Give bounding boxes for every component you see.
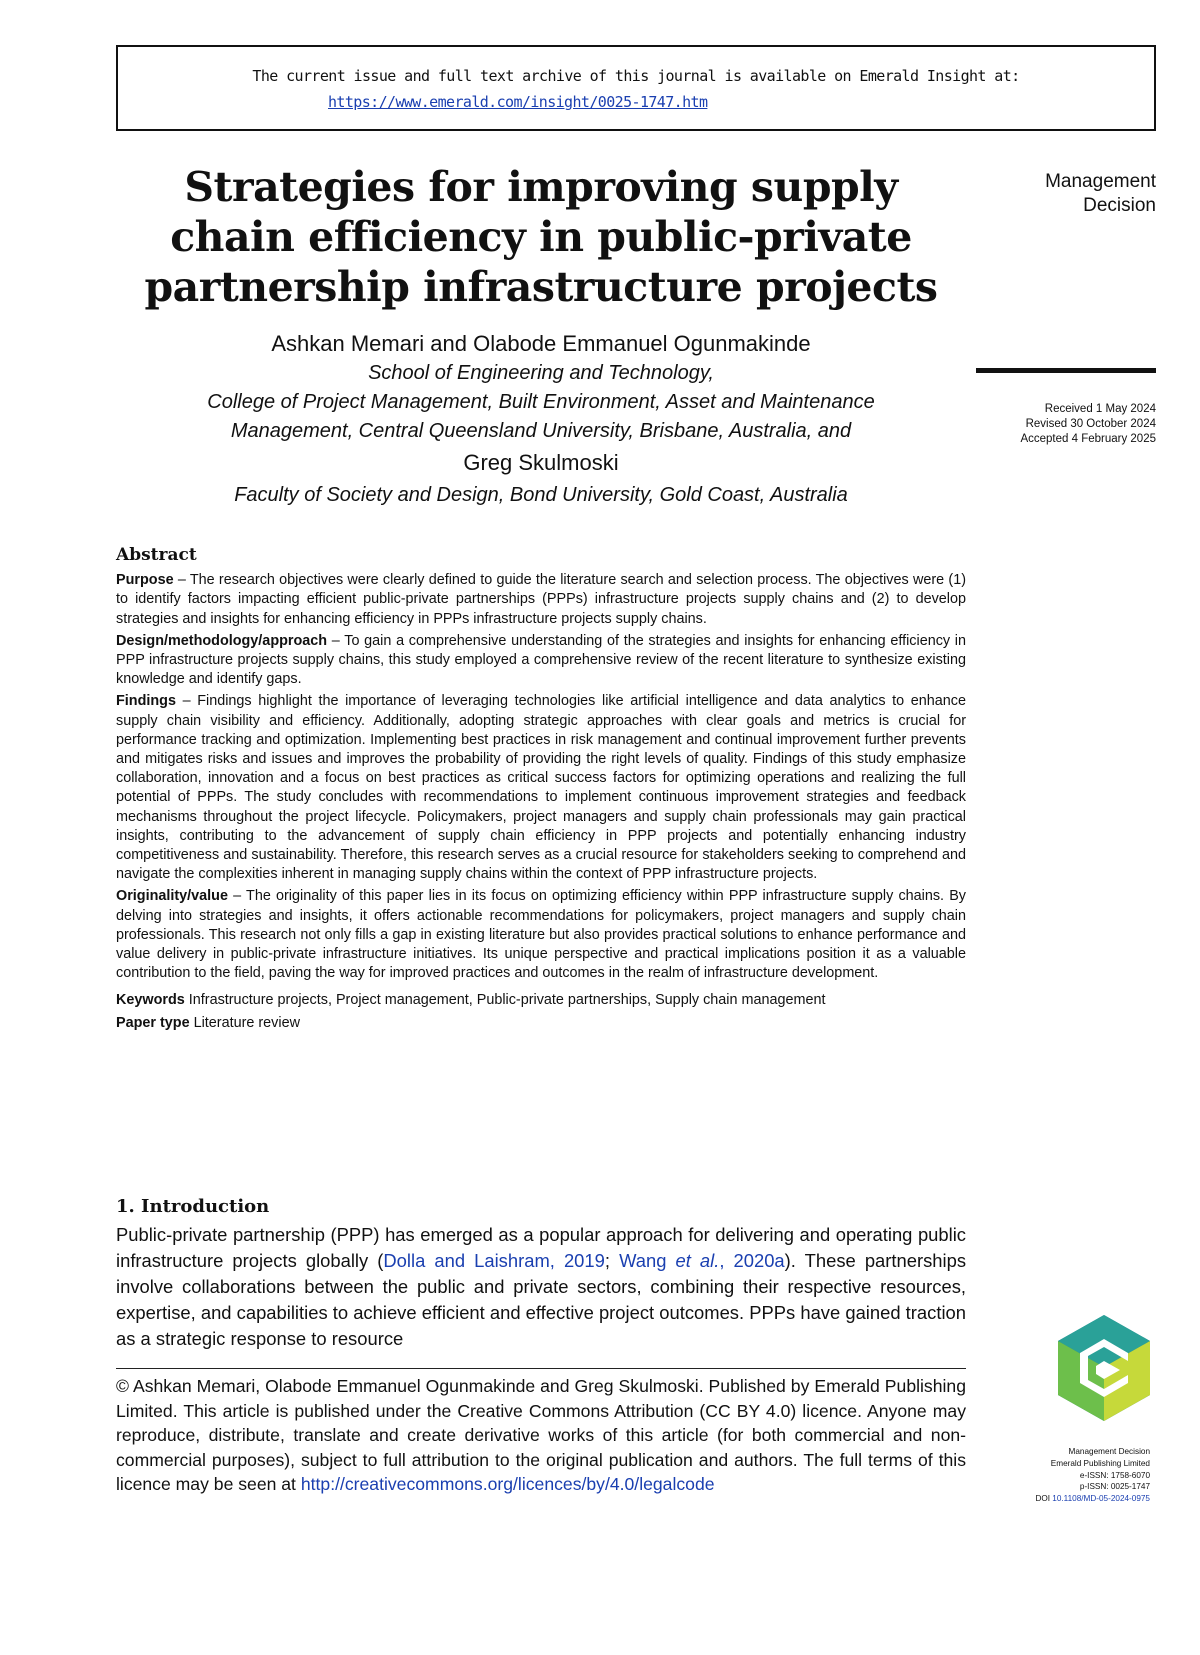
findings-label: Findings: [116, 693, 176, 710]
citation-wang-etal: et al.: [675, 1250, 720, 1271]
findings-text: – Findings highlight the importance of leveraging technologies like artificial intelligence and data analytics to enhance supply chain visibility and efficiency. Additionally, adopting strategic approaches with clear goals and metrics is crucial for performance tracking and optimization. Implementing best practices in risk management and continual improvement further prevents and mitigates risks and issues and improves the probability of providing the right levels of quality. Findings of this study emphasize collaboration, innovation and a focus on best practices as critical success factors for optimizing operations and realizing the full potential of PPPs. The study concludes with recommendations to implement continuous improvement strategies and feedback mechanisms throughout the project lifecycle. Policymakers, project managers and supply chain professionals may gain practical insights, contributing to the advancement of supply chain efficiency in PPP projects and potentially enhancing industry competitiveness and sustainability. Therefore, this research serves as a crucial resource for stakeholders seeking to comprehend and navigate the complexities inherent in managing supply chains within the context of PPP infrastructure projects.: [116, 693, 966, 883]
date-received: Received 1 May 2024: [1044, 403, 1156, 415]
pubinfo-eissn: e-ISSN: 1758-6070: [1079, 1470, 1150, 1480]
footnote-divider: [116, 1368, 966, 1369]
abstract-purpose: [116, 571, 966, 629]
purpose-label: Purpose: [116, 572, 174, 589]
design-text: – To gain a comprehensive understanding of the strategies and insights for enhancing efficiency in PPP infrastructure projects supply chains, this study employed a comprehensive review of the recent literature to synthesize existing knowledge and identify gaps.: [116, 632, 966, 688]
intro-text-b: ;: [604, 1250, 620, 1271]
abstract-findings: [116, 692, 966, 884]
pubinfo-doi: [990, 1493, 1150, 1505]
introduction-heading: 1. Introduction: [116, 1196, 270, 1217]
citation-dolla-link[interactable]: Dolla and Laishram, 2019: [383, 1250, 605, 1271]
journal-name-line2: Decision: [1083, 195, 1156, 216]
originality-label: Originality/value: [116, 888, 228, 905]
journal-rule-divider: [976, 368, 1156, 373]
pubinfo-pissn: p-ISSN: 0025-1747: [1079, 1482, 1150, 1492]
emerald-logo-icon: [1058, 1315, 1150, 1421]
date-accepted: Accepted 4 February 2025: [1020, 433, 1156, 445]
article-dates: [970, 402, 1156, 447]
keywords-label: Keywords: [116, 992, 185, 1009]
journal-name: [990, 170, 1156, 218]
license-footnote: [116, 1374, 966, 1497]
keywords-text: Infrastructure projects, Project management, Public-private partnerships, Supply chain management: [184, 992, 826, 1009]
archive-url-link[interactable]: https://www.emerald.com/insight/0025-1747.htm: [328, 93, 708, 111]
affiliation-1-line2: College of Project Management, Built Environment, Asset and Maintenance: [207, 391, 875, 413]
abstract-paper-type: [116, 1014, 966, 1033]
abstract-originality: [116, 887, 966, 983]
introduction-body: [116, 1222, 966, 1352]
publication-info: [990, 1446, 1150, 1505]
intro-text-c: ). These partnerships involve collaborations between the public and private sectors, combining their respective resources, expertise, and capabilities to achieve efficient and effective project outcomes. PPPs have gained traction as a strategic response to resource: [116, 1250, 967, 1349]
intro-text-a: Public-private partnership (PPP) has emerged as a popular approach for delivering and operating public infrastructure projects globally (: [116, 1224, 966, 1271]
author-group-1: Ashkan Memari and Olabode Emmanuel Ogunmakinde: [271, 331, 811, 356]
citation-wang-link[interactable]: [619, 1250, 785, 1271]
affiliation-1-line1: School of Engineering and Technology,: [368, 362, 714, 384]
affiliation-2: Faculty of Society and Design, Bond University, Gold Coast, Australia: [234, 484, 848, 506]
design-label: Design/methodology/approach: [116, 632, 328, 649]
abstract-section: [116, 546, 966, 1036]
abstract-heading: Abstract: [116, 545, 197, 565]
author-group-2: Greg Skulmoski: [463, 450, 619, 475]
abstract-keywords: [116, 991, 966, 1010]
paper-type-label: Paper type: [116, 1014, 190, 1031]
pubinfo-journal: Management Decision: [1068, 1447, 1150, 1456]
doi-label: DOI: [1035, 1494, 1050, 1504]
purpose-text: – The research objectives were clearly defined to guide the literature search and selection process. The objectives were (1) to identify factors impacting efficient public-private partnerships (PPPs) infrastructure projects supply chains and (2) to develop strategies and insights for enhancing efficiency in PPPs infrastructure projects supply chains.: [116, 572, 966, 627]
affiliation-1-line3: Management, Central Queensland University, Brisbane, Australia, and: [230, 420, 852, 442]
citation-wang-year: , 2020a: [719, 1250, 785, 1271]
journal-name-line1: Management: [1045, 171, 1156, 192]
abstract-design: [116, 632, 966, 690]
pubinfo-publisher: Emerald Publishing Limited: [1050, 1458, 1150, 1468]
citation-wang-author: Wang: [619, 1250, 676, 1271]
license-url-link[interactable]: http://creativecommons.org/licences/by/4.0/legalcode: [300, 1474, 715, 1494]
originality-text: – The originality of this paper lies in its focus on optimizing efficiency within PPP infrastructure supply chains. By delving into strategies and insights, it offers actionable recommendations for policymakers, project managers and supply chain professionals. This research not only fills a gap in existing literature but also provides practical solutions to enhance performance and value delivery in public-private infrastructure initiatives. Its unique perspective and practical implications position it as a valuable contribution to the field, paving the way for improved practices and outcomes in the realm of infrastructure development.: [116, 888, 966, 982]
archive-notice-box: [116, 45, 1156, 131]
article-title: Strategies for improving supply chain efficiency in public-private partnership infrastructure projects: [144, 163, 938, 311]
license-text: © Ashkan Memari, Olabode Emmanuel Ogunmakinde and Greg Skulmoski. Published by Emerald Publishing Limited. This article is published under the Creative Commons Attribution (CC BY 4.0) licence. Anyone may reproduce, distribute, translate and create derivative works of this article (for both commercial and non-commercial purposes), subject to full attribution to the original publication and authors. The full terms of this licence may be seen at: [116, 1376, 966, 1494]
paper-type-text: Literature review: [189, 1014, 300, 1031]
doi-link[interactable]: 10.1108/MD-05-2024-0975: [1052, 1494, 1150, 1504]
date-revised: Revised 30 October 2024: [1025, 418, 1156, 430]
archive-notice-text: The current issue and full text archive of this journal is available on Emerald Insight at:: [252, 67, 1020, 85]
